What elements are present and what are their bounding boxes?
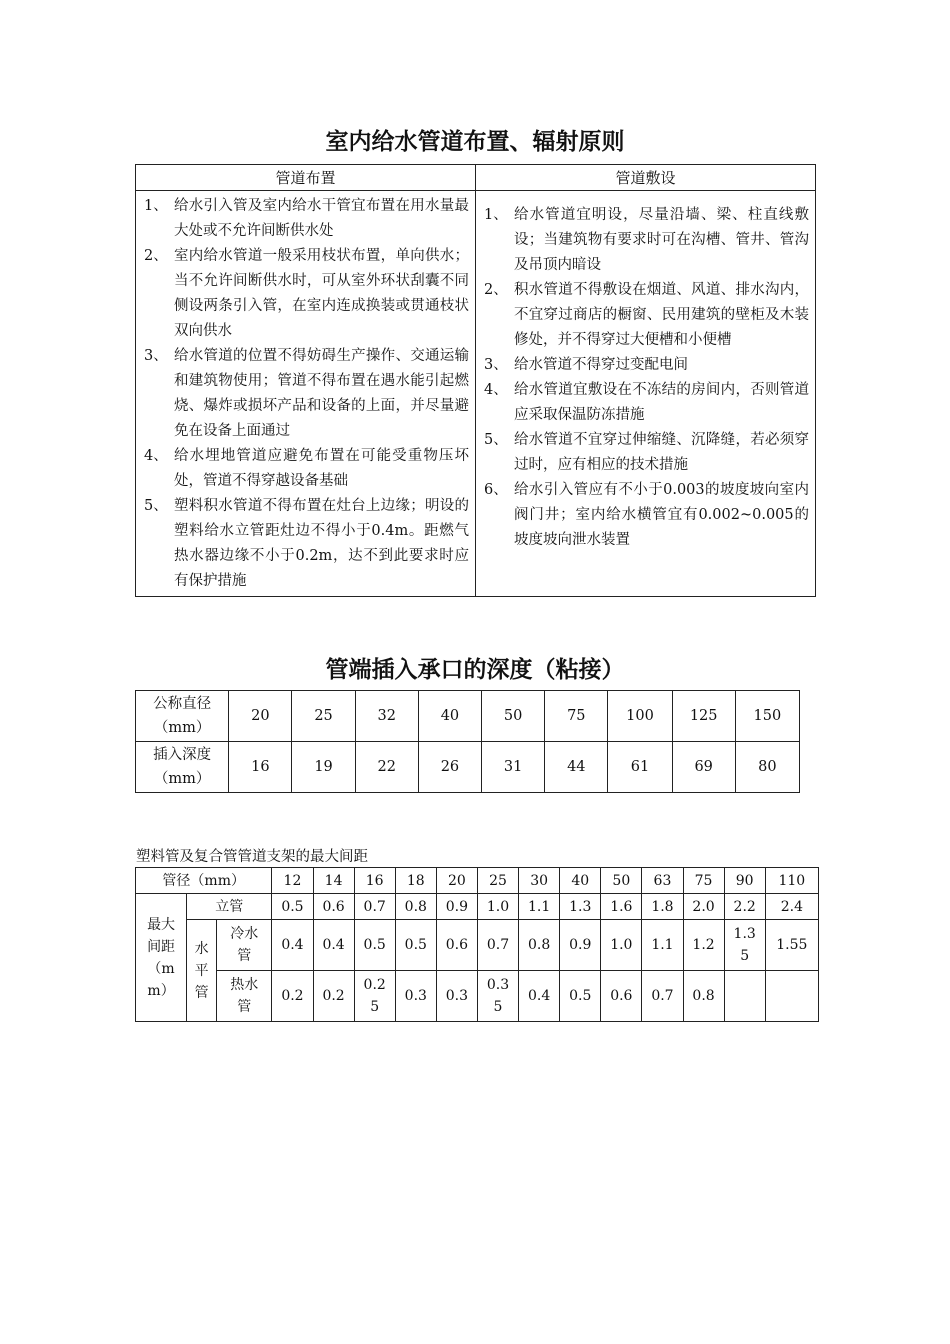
- list-item: [482, 353, 809, 378]
- item-number: 1、: [484, 207, 508, 223]
- table-cell: 0.3: [395, 971, 436, 1022]
- table-cell: 1.6: [601, 894, 642, 920]
- table-cell: 0.6: [313, 894, 354, 920]
- table-cell: 2.4: [765, 894, 818, 920]
- label-text: 最大间距（mm）: [147, 916, 176, 999]
- table-cell: [765, 971, 818, 1022]
- table-cell: 1.8: [642, 894, 683, 920]
- list-item: [142, 344, 469, 444]
- table2-title: 管端插入承口的深度（粘接）: [325, 657, 625, 683]
- hot-water-label: [217, 971, 272, 1022]
- table-cell: 0.4: [519, 971, 560, 1022]
- table-cell: 16: [229, 742, 292, 793]
- item-number: 5、: [144, 498, 168, 514]
- table-row: [136, 868, 819, 894]
- table-cell: 0.5: [272, 894, 313, 920]
- table-cell: 2.2: [724, 894, 765, 920]
- table-cell: 0.7: [477, 920, 518, 971]
- table-cell: 1.0: [601, 920, 642, 971]
- table-cell: 40: [418, 691, 481, 742]
- table-cell: 75: [545, 691, 608, 742]
- table-cell: 125: [672, 691, 735, 742]
- list-item: [482, 203, 809, 278]
- table-row: [136, 971, 819, 1022]
- table-cell: 0.8: [683, 971, 724, 1022]
- list-item: [142, 444, 469, 494]
- table-cell: 61: [608, 742, 672, 793]
- label-line: 插入深度: [153, 747, 212, 763]
- table-cell: 1.1: [642, 920, 683, 971]
- item-text: 给水管道宜敷设在不冻结的房间内，否则管道应采取保温防冻措施: [514, 382, 809, 423]
- row-label-insertion-depth: [136, 742, 229, 793]
- table-cell: 44: [545, 742, 608, 793]
- item-text: 给水管道宜明设，尽量沿墙、梁、柱直线敷设；当建筑物有要求时可在沟槽、管井、管沟及吊顶内暗设: [514, 207, 809, 273]
- label-text: 热水管: [230, 977, 259, 1015]
- table-cell: 25: [477, 868, 518, 894]
- laying-cell: [476, 191, 816, 597]
- table-cell: 0.7: [354, 894, 395, 920]
- item-number: 5、: [484, 432, 508, 448]
- header-pipe-laying: 管道敷设: [476, 165, 816, 191]
- table-cell: 1.55: [765, 920, 818, 971]
- item-number: 2、: [484, 282, 508, 298]
- layout-principles-table: [135, 164, 816, 597]
- list-item: [482, 428, 809, 478]
- table-cell: 0.5: [354, 920, 395, 971]
- table-cell: 14: [313, 868, 354, 894]
- table-cell: 69: [672, 742, 735, 793]
- cell-text: 1.35: [733, 926, 756, 964]
- table-cell: 0.4: [272, 920, 313, 971]
- table-cell: 0.3: [436, 971, 477, 1022]
- item-number: 3、: [144, 348, 168, 364]
- table-body-row: [136, 191, 816, 597]
- layout-list: [142, 194, 469, 594]
- table-cell: 16: [354, 868, 395, 894]
- table-cell: 80: [735, 742, 799, 793]
- item-text: 室内给水管道一般采用枝状布置，单向供水；当不允许间断供水时，可从室外环状刮囊不同侧设两条引入管，在室内连成换装或贯通枝状双向供水: [174, 248, 469, 339]
- label-line: 公称直径: [153, 696, 212, 712]
- table-cell: 30: [519, 868, 560, 894]
- cell-text: 0.25: [363, 977, 386, 1015]
- table-header-row: [136, 165, 816, 191]
- item-number: 3、: [484, 357, 508, 373]
- list-item: [142, 494, 469, 594]
- layout-cell: [136, 191, 476, 597]
- unit-label: （mm）: [153, 771, 211, 787]
- insertion-depth-table: [135, 690, 800, 793]
- list-item: [142, 244, 469, 344]
- pipe-diameter-header: 管径（mm）: [136, 868, 272, 894]
- header-pipe-layout: 管道布置: [136, 165, 476, 191]
- item-number: 4、: [484, 382, 508, 398]
- table-cell: 40: [560, 868, 601, 894]
- unit-label: （mm）: [153, 720, 211, 736]
- cell-text: 0.35: [486, 977, 510, 1015]
- item-number: 1、: [144, 198, 168, 214]
- item-text: 给水管道不得穿过变配电间: [514, 357, 688, 373]
- table-cell: 12: [272, 868, 313, 894]
- table-cell: 0.5: [395, 920, 436, 971]
- list-item: [142, 194, 469, 244]
- table-cell: 0.2: [313, 971, 354, 1022]
- table-cell: 1.1: [519, 894, 560, 920]
- item-text: 积水管道不得敷设在烟道、风道、排水沟内，不宜穿过商店的橱窗、民用建筑的壁柜及木装修处，并不得穿过大便槽和小便槽: [514, 282, 809, 348]
- item-number: 4、: [144, 448, 168, 464]
- table-cell: [724, 920, 765, 971]
- table-cell: 18: [395, 868, 436, 894]
- table-cell: [724, 971, 765, 1022]
- table-cell: 0.6: [436, 920, 477, 971]
- table-cell: 100: [608, 691, 672, 742]
- item-number: 6、: [484, 482, 508, 498]
- table-cell: 26: [418, 742, 481, 793]
- table-cell: 0.8: [395, 894, 436, 920]
- table-cell: 0.4: [313, 920, 354, 971]
- table-cell: 1.2: [683, 920, 724, 971]
- item-text: 塑料积水管道不得布置在灶台上边缘；明设的塑料给水立管距灶边不得小于0.4m。距燃气热水器边缘不小于0.2m，达不到此要求时应有保护措施: [174, 498, 469, 589]
- table-cell: 0.6: [601, 971, 642, 1022]
- table-cell: 0.7: [642, 971, 683, 1022]
- table-cell: 110: [765, 868, 818, 894]
- horizontal-pipe-label: [187, 920, 217, 1022]
- item-text: 给水埋地管道应避免布置在可能受重物压坏处，管道不得穿越设备基础: [174, 448, 469, 489]
- table-cell: 0.9: [560, 920, 601, 971]
- table-row: [136, 742, 800, 793]
- table-cell: 2.0: [683, 894, 724, 920]
- list-item: [482, 378, 809, 428]
- table-cell: [354, 971, 395, 1022]
- list-item: [482, 478, 809, 553]
- table3-caption: 塑料管及复合管管道支架的最大间距: [136, 849, 368, 865]
- table-cell: 0.5: [560, 971, 601, 1022]
- table-cell: [477, 971, 518, 1022]
- table-cell: 20: [229, 691, 292, 742]
- table-cell: 0.9: [436, 894, 477, 920]
- vertical-pipe-label: 立管: [187, 894, 272, 920]
- table-cell: 20: [436, 868, 477, 894]
- table-row: [136, 691, 800, 742]
- row-label-nominal-diameter: [136, 691, 229, 742]
- table-row: [136, 920, 819, 971]
- table-cell: 50: [482, 691, 545, 742]
- table-cell: 19: [292, 742, 355, 793]
- table-cell: 31: [482, 742, 545, 793]
- item-number: 2、: [144, 248, 168, 264]
- item-text: 给水管道不宜穿过伸缩缝、沉降缝，若必须穿过时，应有相应的技术措施: [514, 432, 809, 473]
- table-row: [136, 894, 819, 920]
- support-spacing-table: [135, 867, 819, 1022]
- item-text: 给水引入管及室内给水干管宜布置在用水量最大处或不允许间断供水处: [174, 198, 469, 239]
- label-text: 水平管: [194, 940, 209, 1001]
- table-cell: 22: [355, 742, 418, 793]
- table-cell: 0.8: [519, 920, 560, 971]
- table-cell: 25: [292, 691, 355, 742]
- item-text: 给水引入管应有不小于0.003的坡度坡向室内阀门井；室内给水横管宜有0.002~0.005的坡度坡向泄水装置: [514, 482, 809, 548]
- table-cell: 0.2: [272, 971, 313, 1022]
- table1-title: 室内给水管道布置、辐射原则: [325, 129, 625, 155]
- item-text: 给水管道的位置不得妨碍生产操作、交通运输和建筑物使用；管道不得布置在遇水能引起燃烧、爆炸或损坏产品和设备的上面，并尽量避免在设备上面通过: [174, 348, 469, 439]
- table-cell: 75: [683, 868, 724, 894]
- table-cell: 1.3: [560, 894, 601, 920]
- table-cell: 1.0: [477, 894, 518, 920]
- table-cell: 90: [724, 868, 765, 894]
- table-cell: 150: [735, 691, 799, 742]
- cold-water-label: [217, 920, 272, 971]
- max-spacing-label: [136, 894, 187, 1022]
- label-text: 冷水管: [230, 926, 259, 964]
- list-item: [482, 278, 809, 353]
- laying-list: [482, 203, 809, 553]
- table-cell: 32: [355, 691, 418, 742]
- table-cell: 63: [642, 868, 683, 894]
- table-cell: 50: [601, 868, 642, 894]
